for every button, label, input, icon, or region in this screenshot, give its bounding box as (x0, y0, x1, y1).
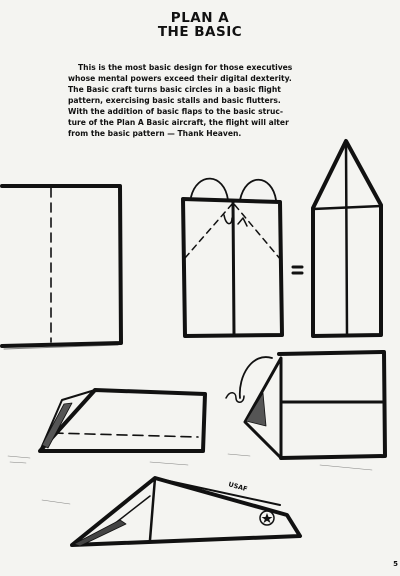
step-3-pointed-nose (313, 141, 381, 336)
intro-line: This is the most basic design for those executives (78, 63, 293, 72)
step-5-wing-fold (226, 352, 385, 458)
plane-marking: USAF (227, 480, 249, 494)
step-4-folded-body (40, 390, 205, 451)
step-2-corner-folds (183, 179, 282, 336)
shading-texture (8, 454, 372, 504)
page-number: 5 (393, 560, 398, 568)
intro-line: from the basic pattern — Thank Heaven. (68, 129, 242, 138)
equals-sign (293, 267, 302, 273)
step-1-flat-sheet (2, 186, 121, 349)
step-6-finished-plane (72, 478, 300, 546)
title-line-2: THE BASIC (157, 24, 243, 40)
title-line-1: PLAN A (170, 10, 230, 26)
intro-line: With the addition of basic flaps to the basic struc- (68, 107, 284, 116)
intro-line: whose mental powers exceed their digital dexterity. (68, 74, 292, 83)
intro-line: ture of the Plan A Basic aircraft, the flight will alter (68, 118, 289, 127)
intro-line: pattern, exercising basic stalls and basic flutters. (68, 96, 281, 105)
intro-line: The Basic craft turns basic circles in a basic flight (68, 85, 281, 94)
